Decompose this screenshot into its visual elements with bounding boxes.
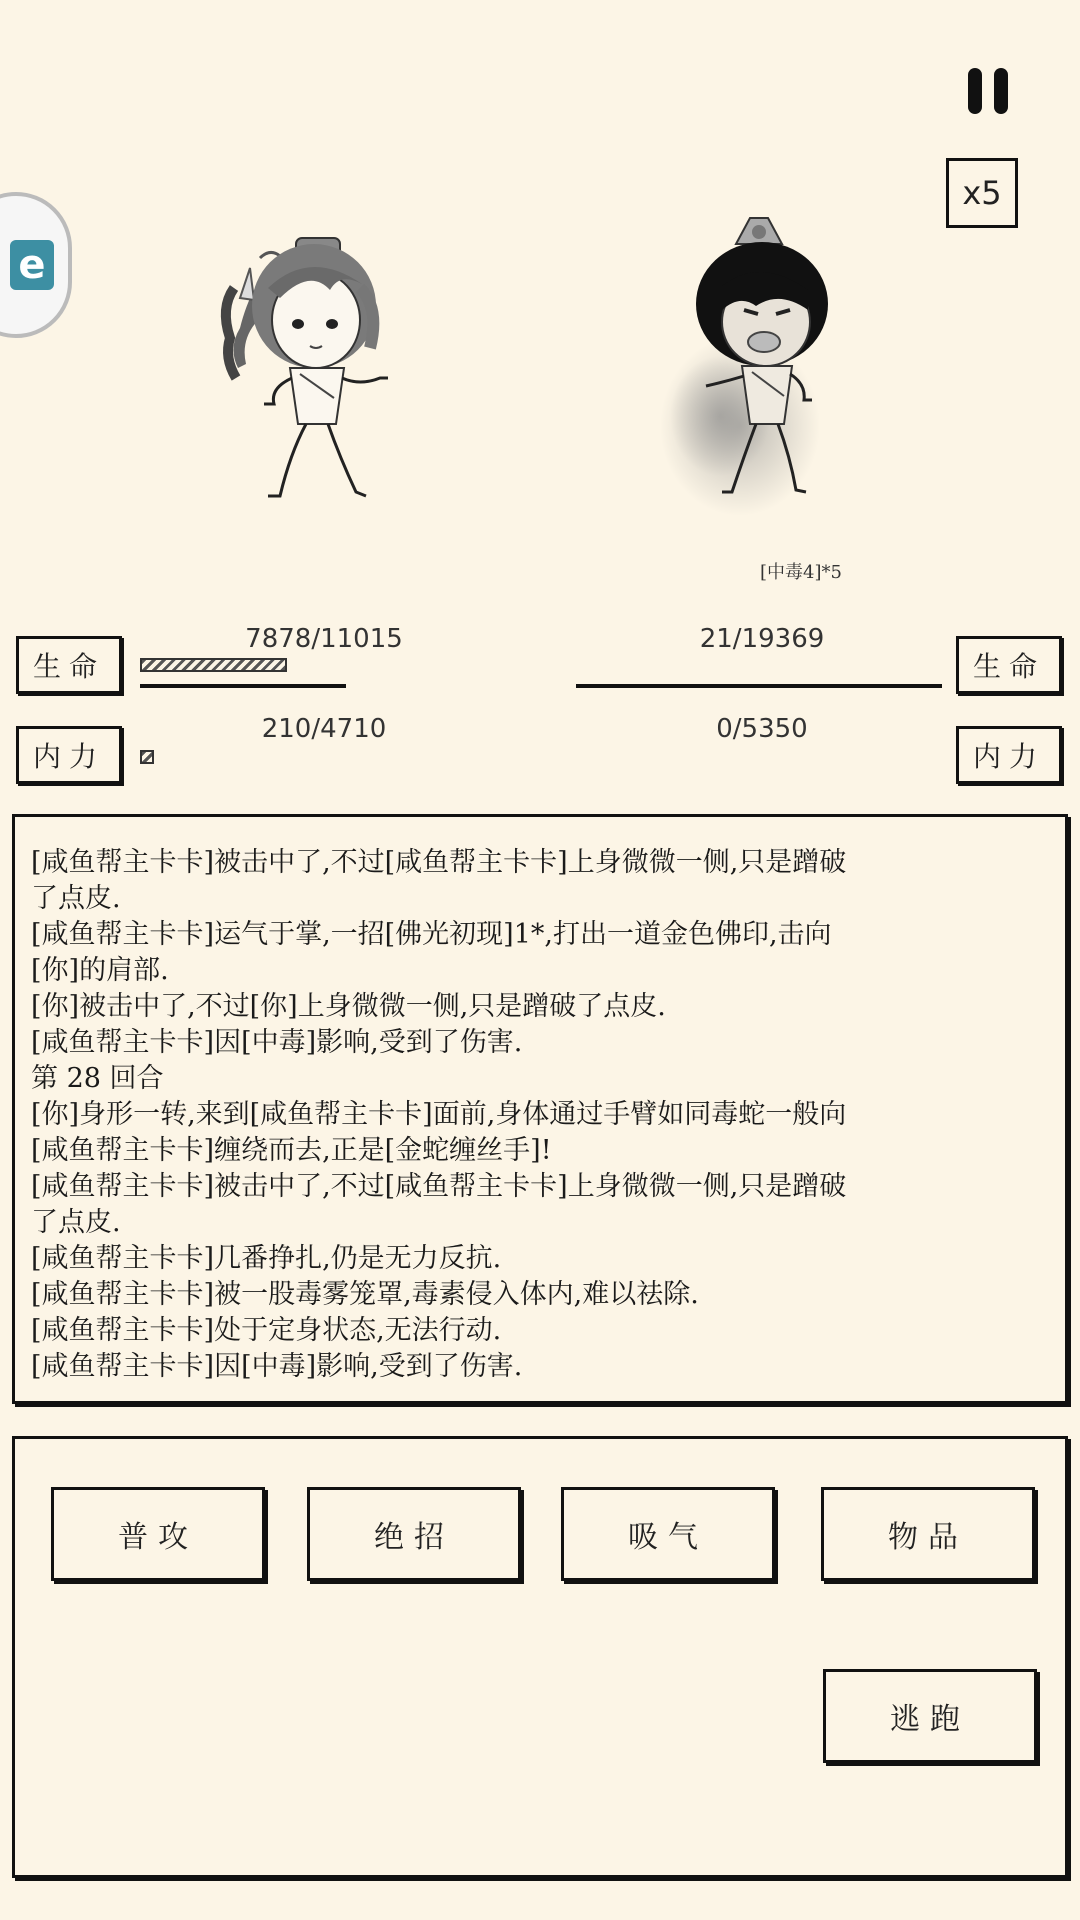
player-mp-value: 210/4710 [261, 714, 387, 744]
log-line: [咸鱼帮主卡卡]缠绕而去,正是[金蛇缠丝手]! [31, 1135, 552, 1166]
enemy-status-effect: [中毒4]*5 [760, 562, 842, 583]
log-line: 第 28 回合 [31, 1063, 164, 1094]
speed-toggle-button[interactable]: x5 [946, 158, 1018, 228]
log-line: [咸鱼帮主卡卡]因[中毒]影响,受到了伤害. [31, 1027, 523, 1058]
flee-button[interactable]: 逃跑 [823, 1669, 1037, 1763]
player-hp-label: 生命 [16, 636, 122, 694]
player-mp-bar-fill [140, 750, 154, 764]
player-hp-value: 7878/11015 [245, 624, 403, 654]
floating-assistant-button[interactable] [0, 192, 72, 338]
assistant-logo-icon: e [10, 240, 54, 290]
enemy-character-sprite [660, 206, 860, 536]
ultimate-skill-button[interactable]: 绝招 [307, 1487, 521, 1581]
items-button[interactable]: 物品 [821, 1487, 1035, 1581]
log-line: [咸鱼帮主卡卡]运气于掌,一招[佛光初现]1*,打出一道金色佛印,击向 [31, 919, 832, 950]
log-line: [你]身形一转,来到[咸鱼帮主卡卡]面前,身体通过手臂如同毒蛇一般向 [31, 1099, 847, 1130]
normal-attack-button[interactable]: 普攻 [51, 1487, 265, 1581]
enemy-mp-value: 0/5350 [716, 714, 808, 744]
log-line: [咸鱼帮主卡卡]被一股毒雾笼罩,毒素侵入体内,难以祛除. [31, 1279, 699, 1310]
log-line: [咸鱼帮主卡卡]被击中了,不过[咸鱼帮主卡卡]上身微微一侧,只是蹭破 [31, 1171, 847, 1202]
player-hp-bar-fill [140, 658, 287, 672]
log-line: [你]的肩部. [31, 955, 169, 986]
breathe-button[interactable]: 吸气 [561, 1487, 775, 1581]
player-mp-label: 内力 [16, 726, 122, 784]
log-line: [咸鱼帮主卡卡]被击中了,不过[咸鱼帮主卡卡]上身微微一侧,只是蹭破 [31, 847, 847, 878]
log-line: [咸鱼帮主卡卡]处于定身状态,无法行动. [31, 1315, 502, 1346]
player-hp-bar-track [140, 684, 346, 688]
log-line: [咸鱼帮主卡卡]因[中毒]影响,受到了伤害. [31, 1351, 523, 1382]
log-line: [咸鱼帮主卡卡]几番挣扎,仍是无力反抗. [31, 1243, 502, 1274]
enemy-mp-label: 内力 [956, 726, 1062, 784]
player-character-sprite [210, 228, 410, 500]
enemy-hp-bar-track [576, 684, 942, 688]
log-line: 了点皮. [31, 1207, 121, 1238]
battle-log-lines [31, 845, 1045, 1385]
log-line: [你]被击中了,不过[你]上身微微一侧,只是蹭破了点皮. [31, 991, 666, 1022]
log-line: 了点皮. [31, 883, 121, 914]
pause-icon[interactable] [968, 68, 1012, 114]
action-panel [12, 1436, 1068, 1878]
enemy-hp-label: 生命 [956, 636, 1062, 694]
enemy-hp-value: 21/19369 [699, 624, 825, 654]
battle-log[interactable] [12, 814, 1068, 1404]
